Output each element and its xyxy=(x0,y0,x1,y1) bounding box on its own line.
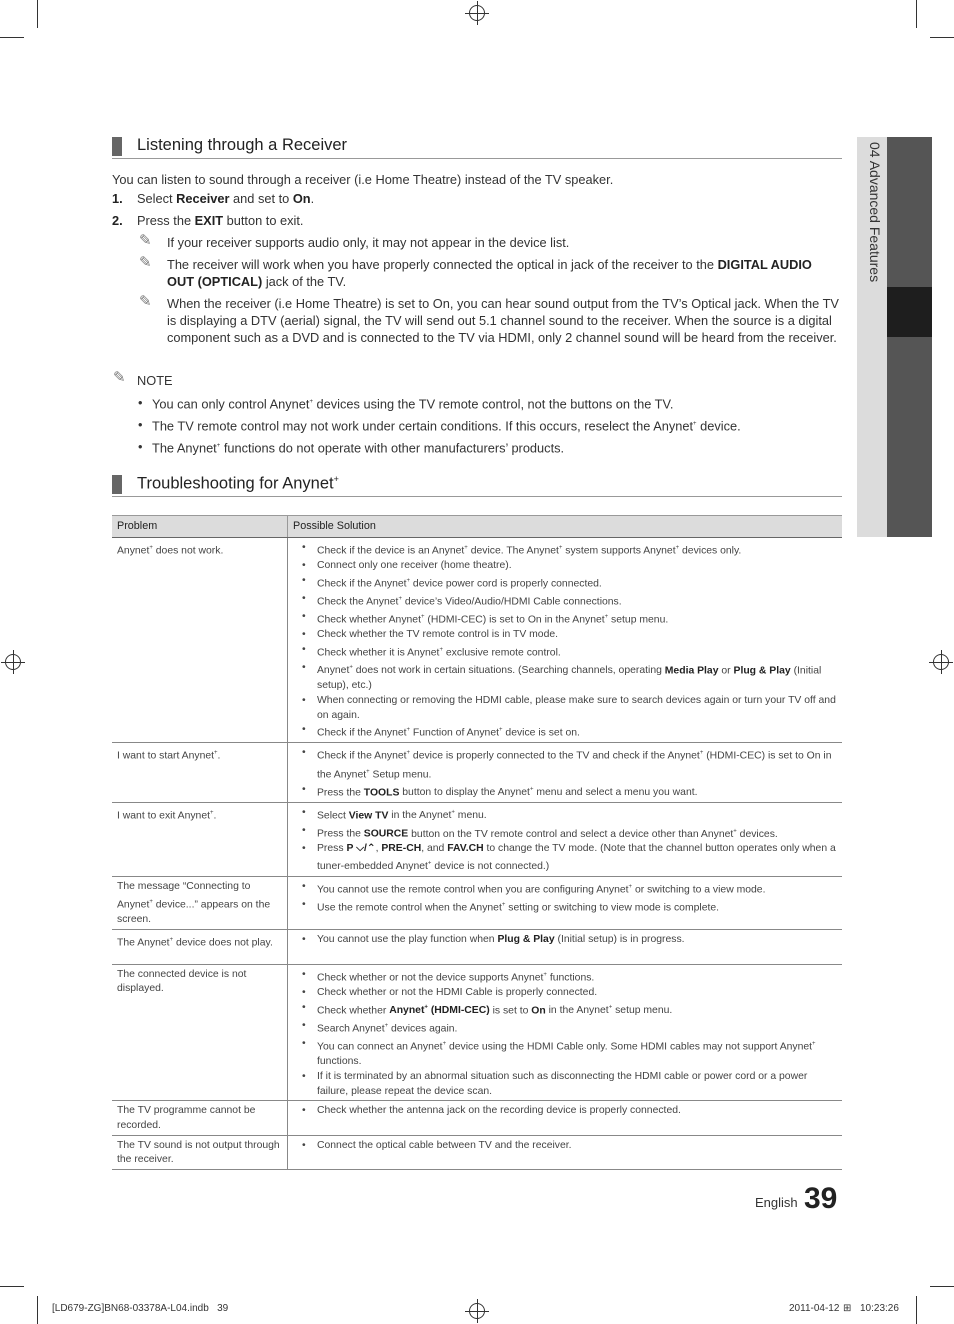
side-tab-label: 04 Advanced Features xyxy=(867,142,883,283)
solution-item: • Check the Anynet+ device’s Video/Audio/HDMI Cable connections. xyxy=(293,592,837,610)
intro-text: You can listen to sound through a receiver (i.e Home Theatre) instead of the TV speaker. xyxy=(112,172,614,187)
note-text: When the receiver (i.e Home Theatre) is set to On, you can hear sound output from the TV’s Optical jack. When the TV is displaying a DTV (aerial) signal, the TV will send out 5.1 channel sound to the receiver. When the source is a digital component such as a DVD and is connected to the TV via HDMI, only 2 channel sound will be heard from the receiver. xyxy=(167,296,839,345)
footer-glyph: ⊞ xyxy=(843,1303,852,1314)
problem-cell: The TV programme cannot be recorded. xyxy=(112,1101,288,1135)
solution-cell xyxy=(288,802,843,876)
column-header-problem: Problem xyxy=(112,516,288,538)
solution-item: • Anynet+ does not work in certain situations. (Searching channels, operating Media Play or Plug & Play (Initial setup), etc.) xyxy=(293,661,837,694)
footer-time: 10:23:26 xyxy=(860,1303,899,1314)
registration-mark-icon xyxy=(469,5,485,21)
page-language: English xyxy=(755,1195,798,1210)
problem-cell: The connected device is not displayed. xyxy=(112,964,288,1101)
table-row xyxy=(112,964,842,1101)
solution-item: • Press P ⌵/⌃, PRE-CH, and FAV.CH to change the TV mode. (Note that the channel button operates only when a tuner-embedded Anynet+ device is not connected.) xyxy=(293,842,837,875)
solution-item: • Check whether the TV remote control is in TV mode. xyxy=(293,628,837,643)
note-text: If your receiver supports audio only, it may not appear in the device list. xyxy=(167,235,570,250)
note-pencil-icon: ✎ xyxy=(139,254,152,271)
note-pencil-icon: ✎ xyxy=(139,232,152,249)
solution-item: • Press the SOURCE button on the TV remote control and select a device other than Anynet+ devices. xyxy=(293,824,837,842)
step-number: 2. xyxy=(112,213,123,228)
channel-down-icon: ⌵ xyxy=(356,843,364,855)
solution-item: • Check whether or not the HDMI Cable is properly connected. xyxy=(293,986,837,1001)
solution-item: • Check if the device is an Anynet+ device. The Anynet+ system supports Anynet+ devices only. xyxy=(293,541,837,559)
solution-item: • You can connect an Anynet+ device using the HDMI Cable only. Some HDMI cables may not support Anynet+ functions. xyxy=(293,1037,837,1070)
bullet: • xyxy=(138,417,143,432)
registration-mark-icon xyxy=(469,1303,485,1319)
table-row xyxy=(112,802,842,876)
step-1-text: Select Receiver and set to On. xyxy=(137,191,315,206)
table-row xyxy=(112,877,842,930)
table-row xyxy=(112,929,842,964)
crop-mark xyxy=(916,0,917,28)
page-number: 39 xyxy=(804,1182,838,1215)
table-row xyxy=(112,537,842,743)
problem-cell: I want to start Anynet+. xyxy=(112,743,288,803)
crop-mark xyxy=(930,37,954,38)
solution-item: • When connecting or removing the HDMI cable, please make sure to search devices again or turn your TV off and on again. xyxy=(293,694,837,723)
bullet: • xyxy=(138,395,143,410)
note-bullet-text: You can only control Anynet+ devices using the TV remote control, not the buttons on the TV. xyxy=(152,396,674,412)
crop-mark xyxy=(37,0,38,28)
registration-mark-icon xyxy=(933,654,949,670)
footer-file-name: [LD679-ZG]BN68-03378A-L04.indb 39 xyxy=(52,1303,229,1314)
section-heading-receiver xyxy=(112,136,842,159)
note-heading: NOTE xyxy=(137,373,173,388)
solution-cell xyxy=(288,929,843,964)
note-bullet-text: The TV remote control may not work under certain conditions. If this occurs, reselect the Anynet+ device. xyxy=(152,418,741,434)
solution-item: • Check whether the antenna jack on the recording device is properly connected. xyxy=(293,1104,837,1119)
bullet: • xyxy=(138,439,143,454)
footer-date: 2011-04-12 xyxy=(789,1303,840,1314)
solution-item: • Check if the Anynet+ device is properly connected to the TV and check if the Anynet+ (HDMI-CEC) is set to On in the Anynet+ Setup menu. xyxy=(293,746,837,782)
solution-item: • Check whether it is Anynet+ exclusive remote control. xyxy=(293,643,837,661)
solution-cell xyxy=(288,1135,843,1169)
solution-item: • Check if the Anynet+ Function of Anynet+ device is set on. xyxy=(293,723,837,741)
note-pencil-icon: ✎ xyxy=(113,369,126,386)
solution-item: • Search Anynet+ devices again. xyxy=(293,1019,837,1037)
solution-item: • You cannot use the play function when Plug & Play (Initial setup) is in progress. xyxy=(293,933,837,948)
problem-cell: The TV sound is not output through the receiver. xyxy=(112,1135,288,1169)
side-tab-chapter-marker xyxy=(887,287,932,337)
solution-item: • Press the TOOLS button to display the Anynet+ menu and select a menu you want. xyxy=(293,783,837,801)
table-row xyxy=(112,743,842,803)
table-header-row xyxy=(112,516,842,538)
note-pencil-icon: ✎ xyxy=(139,293,152,310)
solution-cell xyxy=(288,537,843,743)
solution-cell xyxy=(288,743,843,803)
troubleshooting-table xyxy=(112,515,842,1170)
note-text: The receiver will work when you have properly connected the optical in jack of the receiver to the DIGITAL AUDIO OUT (OPTICAL) jack of the TV. xyxy=(167,257,812,289)
solution-item: • Check if the Anynet+ device power cord is properly connected. xyxy=(293,574,837,592)
solution-item: • You cannot use the remote control when you are configuring Anynet+ or switching to a view mode. xyxy=(293,880,837,898)
heading-bar xyxy=(112,137,122,156)
section-title: Listening through a Receiver xyxy=(137,136,348,154)
side-tab-dark-strip xyxy=(887,137,932,537)
solution-item: • Connect the optical cable between TV and the receiver. xyxy=(293,1139,837,1154)
table-row xyxy=(112,1101,842,1135)
solution-cell xyxy=(288,964,843,1101)
problem-cell: The message “Connecting to Anynet+ device...” appears on the screen. xyxy=(112,877,288,930)
solution-cell xyxy=(288,877,843,930)
crop-mark xyxy=(930,1286,954,1287)
solution-item: • Connect only one receiver (home theatre). xyxy=(293,559,837,574)
problem-cell: I want to exit Anynet+. xyxy=(112,802,288,876)
step-2-text: Press the EXIT button to exit. xyxy=(137,213,304,228)
section-title: Troubleshooting for Anynet+ xyxy=(137,474,339,493)
section-heading-troubleshooting xyxy=(112,474,842,497)
note-bullet-text: The Anynet+ functions do not operate with other manufacturers’ products. xyxy=(152,440,565,456)
crop-mark xyxy=(37,1296,38,1324)
heading-bar xyxy=(112,475,122,494)
solution-item: • If it is terminated by an abnormal situation such as disconnecting the HDMI cable or power cord or a power failure, please repeat the device scan. xyxy=(293,1070,837,1099)
step-number: 1. xyxy=(112,191,123,206)
solution-item: • Select View TV in the Anynet+ menu. xyxy=(293,806,837,824)
crop-mark xyxy=(916,1296,917,1324)
solution-item: • Use the remote control when the Anynet+ setting or switching to view mode is complete. xyxy=(293,898,837,916)
solution-item: • Check whether or not the device supports Anynet+ functions. xyxy=(293,968,837,986)
crop-mark xyxy=(0,37,24,38)
solution-cell xyxy=(288,1101,843,1135)
channel-up-icon: ⌃ xyxy=(366,843,376,855)
column-header-solution: Possible Solution xyxy=(288,516,843,538)
solution-item: • Check whether Anynet+ (HDMI-CEC) is set to On in the Anynet+ setup menu. xyxy=(293,1001,837,1019)
problem-cell: Anynet+ does not work. xyxy=(112,537,288,743)
table-row xyxy=(112,1135,842,1169)
problem-cell: The Anynet+ device does not play. xyxy=(112,929,288,964)
solution-item: • Check whether Anynet+ (HDMI-CEC) is set to On in the Anynet+ setup menu. xyxy=(293,610,837,628)
registration-mark-icon xyxy=(5,654,21,670)
crop-mark xyxy=(0,1286,24,1287)
